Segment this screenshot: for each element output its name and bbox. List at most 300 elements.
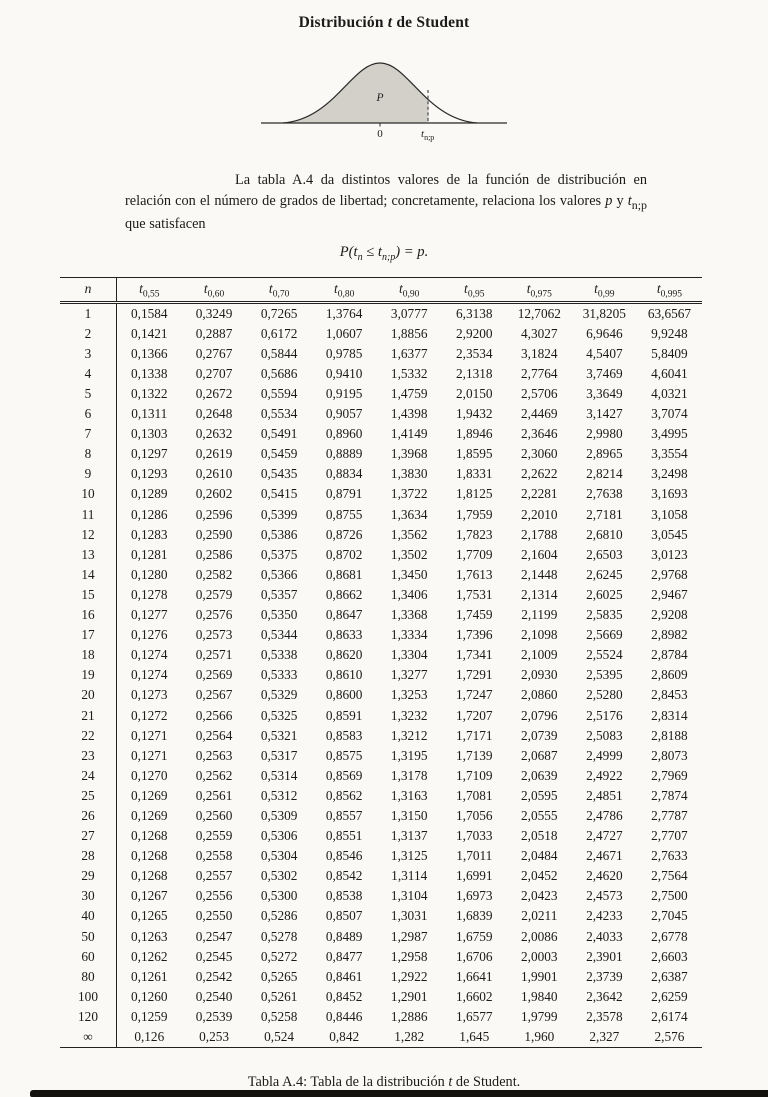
cell-value: 1,6377 <box>390 345 428 361</box>
cell-value: 1,3195 <box>390 747 428 763</box>
cell-value: 0,2539 <box>195 1008 233 1024</box>
cell-value: 2,5395 <box>586 667 623 683</box>
cell-value: 0,2559 <box>195 828 233 844</box>
table-row <box>60 806 702 826</box>
header-t-0,995: $t_{0,995}$ <box>637 277 702 302</box>
cell-value: 2,2622 <box>521 466 558 482</box>
cell-value: 2,7764 <box>521 365 558 381</box>
cell-value: 1,4398 <box>390 406 428 422</box>
cell-value: 0,5459 <box>260 446 298 462</box>
table-row <box>60 746 702 766</box>
cell-value: 1,8946 <box>455 426 493 442</box>
table-row <box>60 726 702 746</box>
cell-value: 0,6172 <box>260 325 298 341</box>
cell-value: 4,0321 <box>651 386 688 401</box>
cell-value: 0,2576 <box>195 607 233 623</box>
cell-value: 2,6025 <box>586 586 623 602</box>
cell-value: 2,6603 <box>651 948 688 964</box>
cell-value: 0,2767 <box>195 345 233 361</box>
cell-value: 1,3830 <box>390 466 428 482</box>
cell-value: 0,1274 <box>130 647 168 663</box>
cell-value: 4,5407 <box>586 345 623 361</box>
cell-value: 1,3031 <box>390 908 428 924</box>
cell-value: 2,0687 <box>521 747 558 763</box>
cell-value: 0,1311 <box>131 406 168 422</box>
cell-value: 2,4033 <box>586 928 623 944</box>
cell-value: 0,8542 <box>325 868 363 884</box>
cell-value: 2,4922 <box>586 767 623 783</box>
cell-value: 2,7633 <box>651 848 688 864</box>
cell-value: 2,6245 <box>586 566 623 582</box>
cell-value: 31,8205 <box>582 305 626 321</box>
cell-value: 0,8569 <box>325 767 363 783</box>
cell-n: 10 <box>60 484 117 504</box>
table-row <box>60 605 702 625</box>
page-title-text-1: Distribución <box>298 14 388 32</box>
cell-n: 3 <box>60 344 117 364</box>
cell-value: 0,1261 <box>130 968 168 984</box>
cell-value: 0,1277 <box>130 607 168 623</box>
cell-value: 0,2887 <box>195 325 233 341</box>
cell-value: 0,5366 <box>260 566 298 582</box>
cell-value: 0,5300 <box>260 888 298 904</box>
cell-value: 0,5350 <box>260 607 298 623</box>
cell-value: 2,0518 <box>521 828 558 844</box>
cell-value: 1,7109 <box>455 767 493 783</box>
caption-text-1: Tabla A.4: Tabla de la distribución <box>247 1074 449 1091</box>
cell-value: 0,8461 <box>325 968 363 984</box>
cell-n: 28 <box>60 846 117 866</box>
cell-value: 0,8446 <box>325 1008 363 1024</box>
cell-value: 0,1289 <box>130 486 168 502</box>
cell-value: 1,6759 <box>455 928 493 944</box>
cell-n: 20 <box>60 685 117 705</box>
cell-value: 1,7207 <box>455 707 493 723</box>
caption-t-italic: t <box>448 1074 453 1091</box>
cell-value: 0,2566 <box>195 707 233 723</box>
table-row <box>60 987 702 1007</box>
cell-value: 0,5491 <box>260 426 298 442</box>
cell-value: 2,4851 <box>586 787 623 803</box>
cell-n: 120 <box>60 1007 117 1027</box>
cell-value: 0,2547 <box>195 928 233 944</box>
table-row <box>60 866 702 886</box>
cell-value: 2,3642 <box>586 988 623 1004</box>
cell-value: 0,2558 <box>195 848 233 864</box>
header-t-0,95: $t_{0,95}$ <box>442 277 507 302</box>
cell-n: 19 <box>60 665 117 685</box>
cell-value: 0,1297 <box>130 446 168 462</box>
cell-value: 0,1263 <box>130 928 168 944</box>
cell-value: 0,5325 <box>260 707 298 723</box>
cell-value: 0,8575 <box>325 747 363 763</box>
cell-value: 0,2556 <box>195 888 233 904</box>
cell-value: 1,3764 <box>325 305 363 321</box>
cell-value: 0,8662 <box>325 586 363 602</box>
t-distribution-table <box>60 277 702 1048</box>
page-title-t-italic: t <box>387 14 393 32</box>
cell-value: 0,8551 <box>325 828 363 844</box>
cell-value: 2,0739 <box>521 727 558 743</box>
cell-value: 1,960 <box>507 1027 572 1048</box>
cell-value: 0,1338 <box>130 365 168 381</box>
cell-value: 2,3060 <box>521 446 558 462</box>
cell-value: 0,8591 <box>325 707 363 723</box>
cell-value: 2,8453 <box>651 687 688 703</box>
cell-value: 3,2498 <box>651 466 688 482</box>
cell-value: 0,2707 <box>195 365 233 381</box>
cell-value: 0,8791 <box>325 486 363 502</box>
cell-value: 1,9432 <box>455 406 493 422</box>
cell-value: 2,1448 <box>521 566 558 582</box>
cell-value: 1,3125 <box>390 848 428 864</box>
header-t-0,70: $t_{0,70}$ <box>247 277 312 302</box>
cell-value: 2,5835 <box>586 607 623 623</box>
header-t-0,60: $t_{0,60}$ <box>182 277 247 302</box>
cell-n: 4 <box>60 364 117 384</box>
cell-value: 2,4620 <box>586 868 623 884</box>
cell-value: 0,8834 <box>325 466 363 482</box>
cell-value: 2,0860 <box>521 687 558 703</box>
table-row <box>60 384 702 404</box>
cell-value: 0,1259 <box>130 1008 168 1024</box>
cell-n: 22 <box>60 726 117 746</box>
cell-value: 2,1009 <box>521 647 558 663</box>
cell-value: 1,4149 <box>390 426 428 442</box>
table-row <box>60 886 702 906</box>
t-distribution-figure <box>0 43 768 150</box>
scan-edge-artifact <box>30 1090 768 1097</box>
table-caption <box>0 1074 768 1091</box>
cell-value: 3,1824 <box>521 345 558 361</box>
cell-value: 2,7969 <box>651 767 688 783</box>
table-row <box>60 706 702 726</box>
table-row <box>60 585 702 605</box>
cell-value: 1,3334 <box>390 627 428 643</box>
cell-value: 0,9410 <box>325 365 363 381</box>
cell-value: 0,5344 <box>260 627 298 643</box>
cell-n: 7 <box>60 424 117 444</box>
cell-value: 2,8965 <box>586 446 623 462</box>
cell-value: 0,5265 <box>260 968 298 984</box>
cell-value: 2,0639 <box>521 767 558 783</box>
cell-value: 0,2563 <box>195 747 233 763</box>
cell-value: 0,2602 <box>195 486 233 502</box>
cell-value: 0,1271 <box>130 747 168 763</box>
cell-value: 0,5261 <box>260 988 298 1004</box>
page-title <box>0 10 768 32</box>
cell-value: 1,2958 <box>390 948 428 964</box>
table-row <box>60 545 702 565</box>
cell-value: 1,4759 <box>390 386 428 401</box>
cell-n: 29 <box>60 866 117 886</box>
area-p-label: P <box>376 91 384 104</box>
cell-value: 2,1318 <box>455 365 493 381</box>
cell-value: 1,7613 <box>455 566 493 582</box>
cell-value: 0,842 <box>312 1027 377 1048</box>
cell-value: 0,8546 <box>325 848 363 864</box>
intro-text-3: que satisfacen <box>125 215 206 232</box>
table-row <box>60 625 702 645</box>
cell-value: 0,1421 <box>130 325 168 341</box>
cell-n: 27 <box>60 826 117 846</box>
cell-value: 0,5321 <box>260 727 298 743</box>
cell-value: 2,8609 <box>651 667 688 683</box>
cell-value: 3,1693 <box>651 486 688 502</box>
t-np-label-sub: n;p <box>424 132 435 142</box>
cell-value: 2,6174 <box>651 1008 688 1024</box>
cell-value: 1,3502 <box>390 546 428 562</box>
cell-value: 1,2886 <box>390 1008 428 1024</box>
cell-value: 0,5329 <box>260 687 298 703</box>
cell-value: 1,8125 <box>455 486 493 502</box>
cell-value: 0,5272 <box>260 948 298 964</box>
cell-value: 2,0484 <box>521 848 558 864</box>
cell-n: 15 <box>60 585 117 605</box>
cell-value: 0,5333 <box>260 667 298 683</box>
cell-n: 24 <box>60 766 117 786</box>
cell-value: 1,3368 <box>390 607 428 623</box>
cell-n: 9 <box>60 464 117 484</box>
cell-value: 2,9208 <box>651 607 688 623</box>
cell-value: 2,5280 <box>586 687 623 703</box>
cell-value: 0,1268 <box>130 848 168 864</box>
cell-value: 2,1098 <box>521 627 558 643</box>
cell-value: 0,5357 <box>260 586 298 602</box>
cell-value: 2,4469 <box>521 406 558 422</box>
cell-value: 0,5844 <box>260 345 298 361</box>
cell-value: 0,5306 <box>260 828 298 844</box>
cell-value: 1,3104 <box>390 888 428 904</box>
cell-value: 2,7874 <box>651 787 688 803</box>
intro-t-subscript: n;p <box>631 197 647 212</box>
cell-value: 1,7823 <box>455 526 493 542</box>
cell-value: 1,5332 <box>390 365 428 381</box>
cell-value: 1,0607 <box>325 325 363 341</box>
cell-value: 0,8583 <box>325 727 363 743</box>
cell-value: 2,5176 <box>586 707 623 723</box>
cell-value: 3,0545 <box>651 526 688 542</box>
cell-value: 2,7638 <box>586 486 623 502</box>
cell-n: 5 <box>60 384 117 404</box>
cell-value: 1,7247 <box>455 687 493 703</box>
cell-value: 0,8960 <box>325 426 363 442</box>
table-row <box>60 565 702 585</box>
cell-value: 4,6041 <box>651 365 688 381</box>
header-t-0,975: $t_{0,975}$ <box>507 277 572 302</box>
table-row <box>60 444 702 464</box>
cell-value: 1,6602 <box>455 988 493 1004</box>
cell-value: 12,7062 <box>517 305 561 321</box>
cell-value: 0,1271 <box>130 727 168 743</box>
table-row <box>60 484 702 504</box>
formula-text-2: ≤ t <box>362 243 382 260</box>
cell-value: 1,3722 <box>390 486 428 502</box>
cell-value: 0,2550 <box>195 908 233 924</box>
cell-value: 0,8647 <box>325 607 363 623</box>
cell-value: 0,2560 <box>195 807 233 823</box>
cell-value: 0,2562 <box>195 767 233 783</box>
cell-value: 0,1366 <box>130 345 168 361</box>
cell-value: 0,1273 <box>130 687 168 703</box>
cell-value: 3,1058 <box>651 506 688 522</box>
cell-value: 0,5258 <box>260 1008 298 1024</box>
cell-value: 0,126 <box>117 1027 182 1048</box>
cell-value: 0,3249 <box>195 305 233 321</box>
cell-value: 0,1268 <box>130 868 168 884</box>
cell-value: 1,6706 <box>455 948 493 964</box>
cell-value: 2,576 <box>637 1027 702 1048</box>
page-title-text-2: de Student <box>392 14 470 32</box>
cell-value: 0,2610 <box>195 466 233 482</box>
probability-formula <box>0 244 768 263</box>
cell-value: 1,7056 <box>455 807 493 823</box>
cell-value: 63,6567 <box>647 305 692 321</box>
cell-value: 1,6991 <box>455 868 493 884</box>
cell-value: 0,2561 <box>195 787 233 803</box>
cell-n: 8 <box>60 444 117 464</box>
cell-value: 1,2922 <box>390 968 428 984</box>
t-table-body <box>60 302 702 1047</box>
cell-value: 0,1276 <box>130 627 168 643</box>
header-n: n <box>60 277 117 302</box>
cell-value: 0,1278 <box>130 586 168 602</box>
table-row <box>60 967 702 987</box>
cell-value: 2,4671 <box>586 848 623 864</box>
cell-value: 2,8314 <box>651 707 688 723</box>
cell-value: 3,4995 <box>651 426 688 442</box>
cell-value: 0,5415 <box>260 486 298 502</box>
cell-value: 2,7564 <box>651 868 688 884</box>
cell-value: 0,9057 <box>325 406 363 422</box>
cell-value: 1,6839 <box>455 908 493 924</box>
header-t-0,90: $t_{0,90}$ <box>377 277 442 302</box>
cell-value: 1,2987 <box>390 928 428 944</box>
cell-value: 1,645 <box>442 1027 507 1048</box>
cell-value: 2,6810 <box>586 526 623 542</box>
cell-value: 3,0123 <box>651 546 688 562</box>
intro-text-1: La tabla A.4 da distintos valores de la función de distribución en relación con el número de grados de libertad; concretamente, relaciona los valores <box>125 171 647 209</box>
cell-value: 2,0086 <box>521 928 558 944</box>
cell-value: 0,8557 <box>325 807 363 823</box>
cell-n: 17 <box>60 625 117 645</box>
cell-value: 2,3534 <box>455 345 493 361</box>
table-row <box>60 685 702 705</box>
cell-value: 0,9195 <box>325 386 363 401</box>
cell-n: 14 <box>60 565 117 585</box>
cell-value: 0,1303 <box>130 426 168 442</box>
cell-value: 0,8477 <box>325 948 363 964</box>
cell-value: 0,5304 <box>260 848 298 864</box>
cell-value: 1,3137 <box>390 828 428 844</box>
cell-value: 0,5286 <box>260 908 298 924</box>
cell-value: 1,3304 <box>390 647 428 663</box>
cell-value: 2,6778 <box>651 928 688 944</box>
cell-value: 2,1788 <box>521 526 558 542</box>
cell-value: 0,8562 <box>325 787 363 803</box>
cell-value: 3,7074 <box>651 406 688 422</box>
cell-value: 0,2540 <box>195 988 233 1004</box>
cell-value: 0,1286 <box>130 506 168 522</box>
cell-value: 2,7787 <box>651 807 688 823</box>
cell-value: 1,3968 <box>390 446 428 462</box>
cell-value: 1,2901 <box>390 988 428 1004</box>
cell-value: 1,7531 <box>455 586 493 602</box>
cell-value: 2,9200 <box>455 325 493 341</box>
cell-value: 1,7011 <box>456 848 493 864</box>
table-row <box>60 906 702 926</box>
cell-value: 1,3212 <box>390 727 428 743</box>
cell-value: 0,2582 <box>195 566 233 582</box>
cell-value: 0,1274 <box>130 667 168 683</box>
cell-value: 1,282 <box>377 1027 442 1048</box>
cell-value: 0,2571 <box>195 647 233 663</box>
cell-value: 0,5302 <box>260 868 298 884</box>
cell-value: 4,3027 <box>521 325 558 341</box>
cell-value: 0,1280 <box>130 566 168 582</box>
cell-value: 1,3150 <box>390 807 428 823</box>
cell-n: 50 <box>60 927 117 947</box>
cell-value: 2,6503 <box>586 546 623 562</box>
table-row <box>60 927 702 947</box>
cell-value: 1,6641 <box>455 968 493 984</box>
cell-value: 2,7500 <box>651 888 688 904</box>
cell-n: 21 <box>60 706 117 726</box>
cell-value: 9,9248 <box>651 325 688 341</box>
cell-value: 2,8073 <box>651 747 688 763</box>
intro-paragraph <box>125 170 647 235</box>
cell-value: 0,5309 <box>260 807 298 823</box>
table-row <box>60 826 702 846</box>
cell-n: 25 <box>60 786 117 806</box>
cell-value: 2,0796 <box>521 707 558 723</box>
cell-value: 0,1267 <box>130 888 168 904</box>
header-t-0,99: $t_{0,99}$ <box>572 277 637 302</box>
cell-value: 0,253 <box>182 1027 247 1048</box>
cell-value: 1,8595 <box>455 446 493 462</box>
cell-value: 3,3554 <box>651 446 688 462</box>
cell-value: 0,1272 <box>130 707 168 723</box>
cell-value: 0,2573 <box>195 627 233 643</box>
table-row <box>60 665 702 685</box>
cell-value: 0,5686 <box>260 365 298 381</box>
cell-value: 2,4573 <box>586 888 623 904</box>
cell-value: 2,7707 <box>651 828 688 844</box>
cell-value: 0,7265 <box>260 305 298 321</box>
cell-value: 2,3901 <box>586 948 623 964</box>
cell-n: 12 <box>60 525 117 545</box>
cell-value: 1,7291 <box>455 667 493 683</box>
cell-value: 1,7959 <box>455 506 493 522</box>
bell-curve-diagram <box>259 43 509 145</box>
t-table-header <box>60 277 702 302</box>
cell-value: 1,8331 <box>455 466 493 482</box>
table-row <box>60 302 702 324</box>
cell-value: 6,3138 <box>455 305 493 321</box>
cell-value: 6,9646 <box>586 325 623 341</box>
cell-value: 2,3578 <box>586 1008 623 1024</box>
cell-value: 0,2672 <box>195 386 233 401</box>
cell-n: 30 <box>60 886 117 906</box>
cell-value: 1,3232 <box>390 707 428 723</box>
table-row <box>60 364 702 384</box>
cell-value: 2,0423 <box>521 888 558 904</box>
cell-value: 2,2281 <box>521 486 558 502</box>
table-row <box>60 786 702 806</box>
cell-value: 2,9980 <box>586 426 623 442</box>
cell-value: 2,2010 <box>521 506 558 522</box>
cell-value: 0,5399 <box>260 506 298 522</box>
